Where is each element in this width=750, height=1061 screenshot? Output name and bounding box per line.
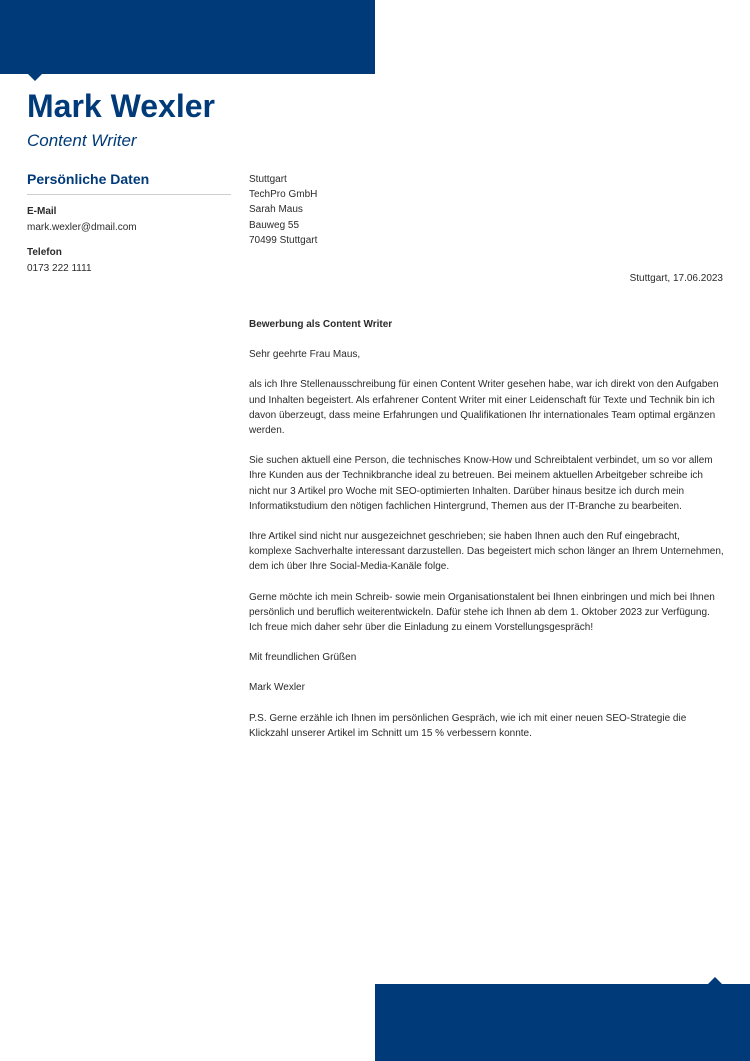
- recipient-address: [249, 172, 317, 248]
- recipient-contact-person: Sarah Maus: [249, 204, 303, 216]
- letter-date: Stuttgart, 17.06.2023: [629, 273, 723, 284]
- letter-paragraph: Sie suchen aktuell eine Person, die technisches Know-How und Schreibtalent verbindet, um so vor allem Ihre Kunden aus der Technikbranche ideal zu betreuen. Bei meinem aktuellen Arbeitgeber schreibe ich nicht nur 3 Artikel pro Woche mit SEO-optimierten Inhalten. Darüber hinaus besitze ich durch mein Informatikstudium den nötigen fachlichen Hintergrund, Themen aus der IT-Branche zu bearbeiten.: [249, 455, 713, 512]
- footer-band-notch: [708, 977, 722, 984]
- recipient-street: Bauweg 55: [249, 219, 300, 231]
- footer-band: [375, 984, 750, 1061]
- personal-data-title: Persönliche Daten: [27, 170, 231, 195]
- phone-label: Telefon: [27, 247, 62, 258]
- applicant-name: Mark Wexler: [27, 88, 215, 124]
- letter-postscript: P.S. Gerne erzähle ich Ihnen im persönlichen Gespräch, wie ich mit einer neuen SEO-Strategie die Klickzahl unserer Artikel im Schnitt um 15 % verbessern konnte.: [249, 712, 687, 739]
- letter-paragraph: als ich Ihre Stellenausschreibung für einen Content Writer gesehen habe, war ich direkt von den Aufgaben und Inhalten begeistert. Als erfahrener Content Writer mit einer Leidenschaft für Texte und Technik bin ich davon überzeugt, dass meine Erfahrungen und Qualifikationen Ihr internationales Team optimal ergänzen werden.: [249, 379, 719, 437]
- email-value[interactable]: mark.wexler@dmail.com: [27, 222, 137, 233]
- header-band-notch: [28, 74, 42, 81]
- personal-data-section: [27, 170, 231, 276]
- letter-subject: Bewerbung als Content Writer: [249, 319, 393, 330]
- letter-closing: Mit freundlichen Grüßen: [249, 652, 357, 664]
- recipient-company: TechPro GmbH: [249, 189, 318, 201]
- header-band: [0, 0, 375, 74]
- letter-signature: Mark Wexler: [249, 682, 305, 694]
- letter-salutation: Sehr geehrte Frau Maus,: [249, 349, 361, 361]
- recipient-city: Stuttgart: [249, 174, 287, 185]
- email-label: E-Mail: [27, 206, 57, 217]
- letter-paragraph: Gerne möchte ich mein Schreib- sowie mein Organisationstalent bei Ihnen einbringen und mich bei Ihnen persönlich und beruflich weiterentwickeln. Dafür stehe ich Ihnen ab dem 1. Oktober 2023 zur Verfügung. Ich freue mich daher sehr über die Einladung zu einem Vorstellungsgespräch!: [249, 591, 715, 634]
- applicant-role: Content Writer: [27, 131, 137, 150]
- letter-paragraph: Ihre Artikel sind nicht nur ausgezeichnet geschrieben; sie haben Ihnen auch den Ruf eingebracht, komplexe Sachverhalte interessant darzustellen. Das begeistert mich schon länger an Ihrem Unternehmen, dem ich über Ihre Social-Media-Kanäle folge.: [249, 531, 724, 573]
- recipient-postal-city: 70499 Stuttgart: [249, 234, 318, 246]
- letter-body: [249, 317, 725, 756]
- phone-value[interactable]: 0173 222 1111: [27, 263, 92, 274]
